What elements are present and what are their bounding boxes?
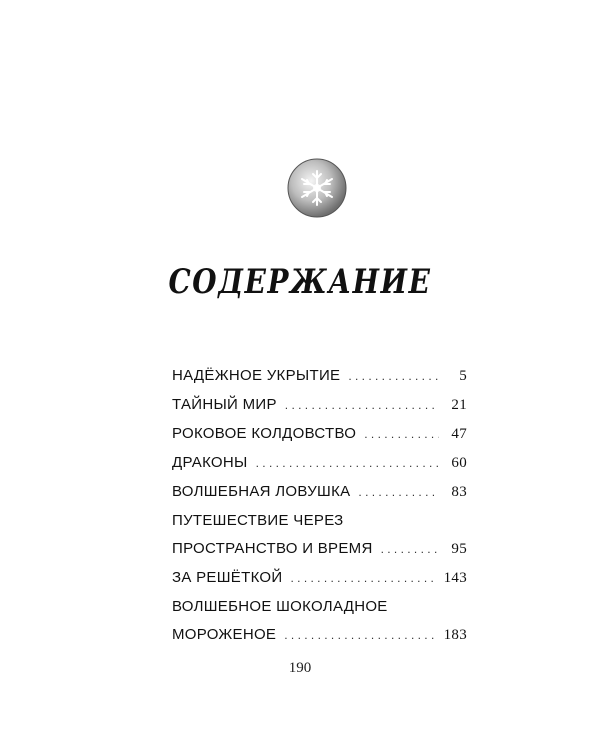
toc-entry[interactable] — [172, 451, 467, 475]
toc-entry[interactable] — [172, 480, 467, 504]
toc-entry-title: ЗА РЕШЁТКОЙ — [172, 569, 283, 586]
toc-leader-dots — [290, 567, 435, 590]
toc-entry-page: 60 — [451, 455, 467, 471]
page-title: СОДЕРЖАНИЕ — [168, 262, 432, 302]
toc-entry[interactable] — [172, 422, 467, 446]
toc-entry-title: ТАЙНЫЙ МИР — [172, 396, 277, 413]
toc-entry-title-line1: ВОЛШЕБНОЕ ШОКОЛАДНОЕ — [172, 598, 388, 615]
toc-entry-page: 83 — [451, 484, 467, 500]
toc-leader-dots — [284, 624, 435, 647]
toc-leader-dots — [256, 452, 439, 475]
toc-leader-dots — [364, 423, 439, 446]
toc-entry-page: 21 — [451, 397, 467, 413]
toc-entry-title: РОКОВОЕ КОЛДОВСТВО — [172, 425, 357, 442]
toc-entry-title: ПРОСТРАНСТВО И ВРЕМЯ — [172, 540, 373, 557]
toc-entry[interactable] — [172, 364, 467, 388]
toc-entry[interactable] — [172, 566, 467, 590]
toc-entry-title: МОРОЖЕНОЕ — [172, 626, 277, 643]
toc-entry-page: 47 — [451, 426, 467, 442]
toc-leader-dots — [285, 394, 439, 417]
toc-entry-title-line1: ПУТЕШЕСТВИЕ ЧЕРЕЗ — [172, 512, 344, 529]
toc-entry-page: 143 — [443, 570, 467, 586]
page-number: 190 — [288, 660, 312, 676]
toc-entry[interactable] — [172, 595, 467, 647]
toc-entry-page: 183 — [443, 627, 467, 643]
table-of-contents — [172, 364, 467, 652]
toc-entry-title: ВОЛШЕБНАЯ ЛОВУШКА — [172, 483, 351, 500]
toc-entry[interactable] — [172, 393, 467, 417]
toc-entry-page: 95 — [451, 541, 467, 557]
toc-entry-title: ДРАКОНЫ — [172, 454, 248, 471]
toc-leader-dots — [381, 538, 439, 561]
snowflake-ball-icon — [286, 157, 348, 219]
toc-entry[interactable] — [172, 509, 467, 561]
toc-entry-page: 5 — [459, 368, 467, 384]
toc-leader-dots — [348, 365, 439, 388]
toc-leader-dots — [358, 481, 439, 504]
toc-entry-title: НАДЁЖНОЕ УКРЫТИЕ — [172, 367, 341, 384]
